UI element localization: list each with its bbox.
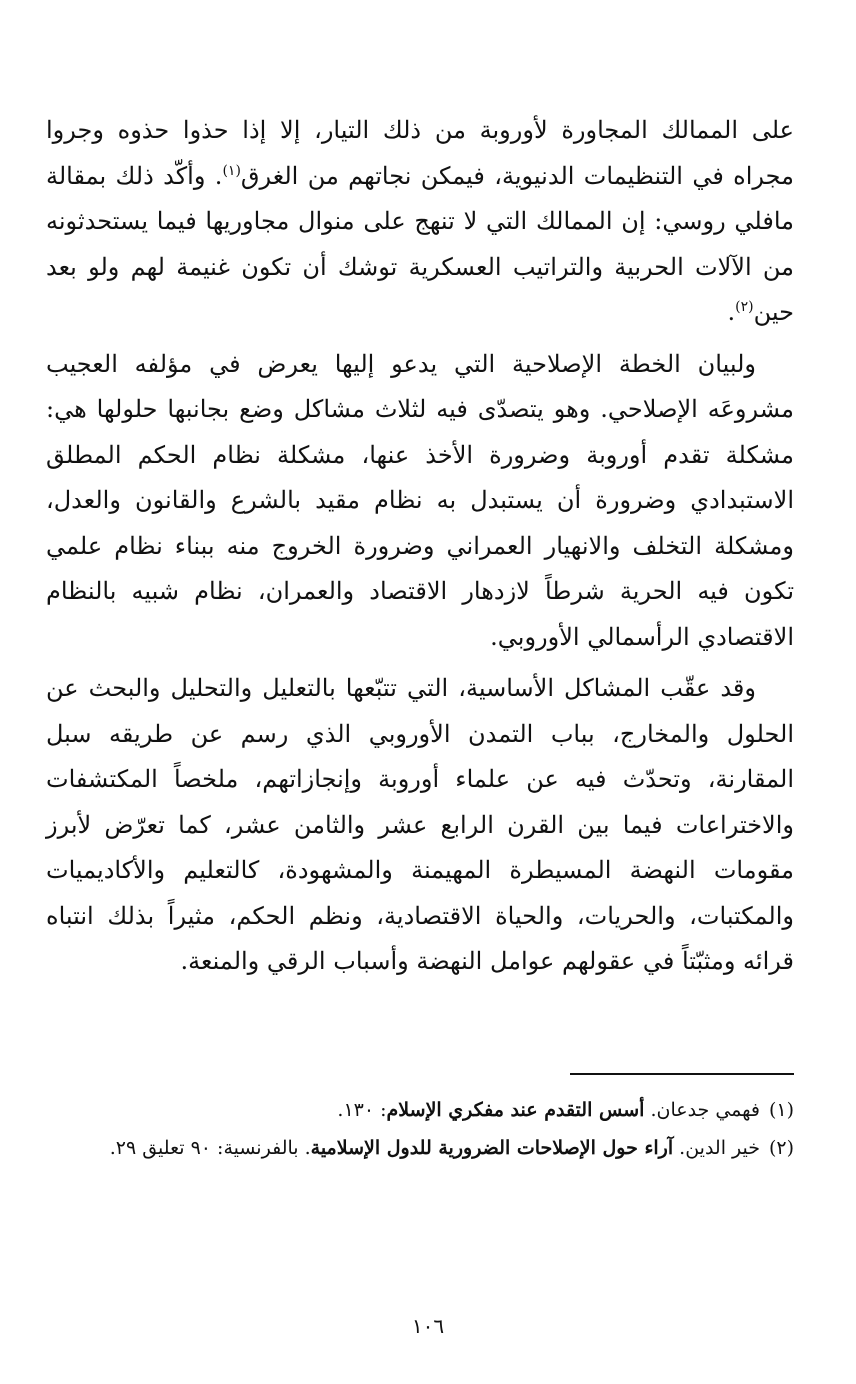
footnote-1-title: أسس التقدم عند مفكري الإسلام	[386, 1099, 645, 1121]
paragraph-1-part-b: . وأكّد ذلك بمقالة مافلي روسي: إن الممالك التي لا تنهج على منوال مجاوريها فيما يستحدثونه من الآلات الحربية والتراتيب العسكرية توشك أن تكون غنيمة لهم ولو بعد حين	[46, 161, 794, 326]
footnote-1-rest: : ١٣٠.	[337, 1099, 387, 1121]
footnote-2-number: (٢)	[768, 1137, 794, 1159]
paragraph-1	[46, 108, 794, 336]
footnotes	[46, 1092, 794, 1168]
footnote-2-author: خير الدين.	[679, 1137, 760, 1159]
page-body	[46, 108, 794, 991]
footnote-1-number: (١)	[768, 1099, 794, 1121]
footnote-2	[46, 1130, 794, 1166]
paragraph-1-part-c: .	[727, 298, 736, 326]
footnote-divider	[570, 1073, 794, 1075]
footnote-1	[46, 1092, 794, 1128]
page-number: ١٠٦	[411, 1314, 445, 1338]
paragraph-1-part-a: على الممالك المجاورة لأوروبة من ذلك التيار، إلا إذا حذوا حذوه وجروا مجراه في التنظيمات الدنيوية، فيمكن نجاتهم من الغرق	[46, 116, 795, 190]
footnote-ref-1[interactable]: (١)	[222, 162, 241, 179]
footnote-ref-2[interactable]: (٢)	[735, 299, 754, 315]
footnote-2-title: آراء حول الإصلاحات الضرورية للدول الإسلامية	[310, 1137, 674, 1159]
paragraph-3: وقد عقّب المشاكل الأساسية، التي تتبّعها بالتعليل والتحليل والبحث عن الحلول والمخارج، بباب التمدن الأوروبي الذي رسم عن طريقه سبل المقارنة، وتحدّث فيه عن علماء أوروبة وإنجازاتهم، ملخصاً المكتشفات والاختراعات فيما بين القرن الرابع عشر والثامن عشر، كما تعرّض لأبرز مقومات النهضة المسيطرة المهيمنة والمشهودة، كالتعليم والأكاديميات والمكتبات، والحريات، والحياة الاقتصادية، ونظم الحكم، مثيراً بذلك انتباه قرائه ومثبّتاً في عقولهم عوامل النهضة وأسباب الرقي والمنعة.	[46, 674, 794, 975]
footnote-2-rest: . بالفرنسية: ٩٠ تعليق ٢٩.	[109, 1137, 311, 1159]
footnote-1-author: فهمي جدعان.	[650, 1099, 760, 1121]
paragraph-2: ولبيان الخطة الإصلاحية التي يدعو إليها يعرض في مؤلفه العجيب مشروعَه الإصلاحي. وهو يتصدّى فيه لثلاث مشاكل وضع بجانبها حلولها هي: مشكلة تقدم أوروبة وضرورة الأخذ عنها، مشكلة نظام الحكم المطلق الاستبدادي وضرورة أن يستبدل به نظام مقيد بالشرع والقانون والعدل، ومشكلة التخلف والانهيار العمراني وضرورة الخروج منه ببناء نظام علمي تكون فيه الحرية شرطاً لازدهار الاقتصاد والعمران، نظام شبيه بالنظام الاقتصادي الرأسمالي الأوروبي.	[46, 349, 794, 651]
